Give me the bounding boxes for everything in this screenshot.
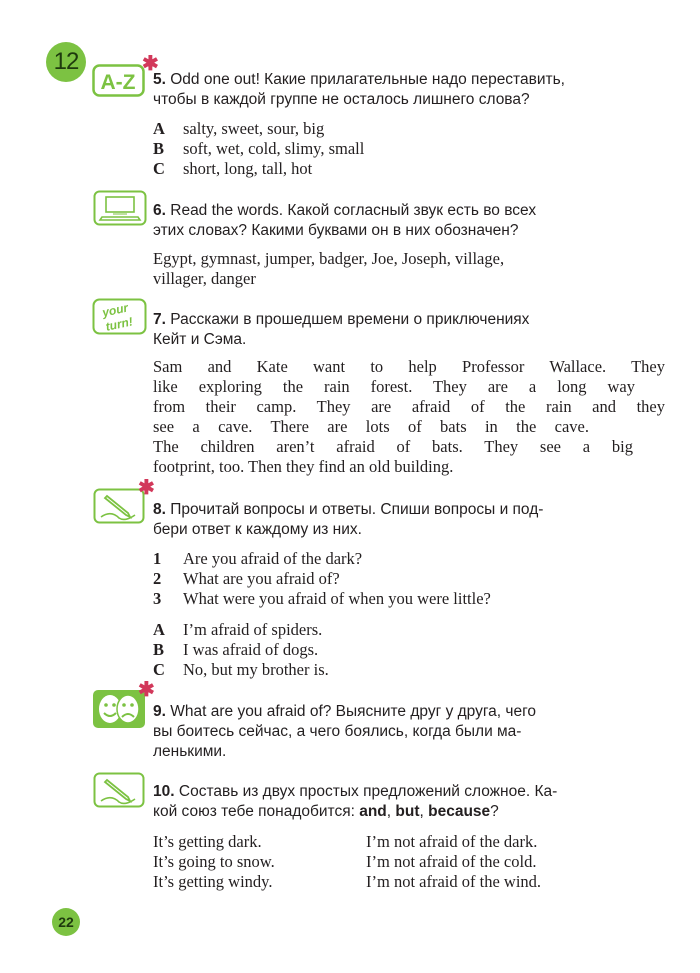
task-5-instruction (153, 70, 668, 110)
task-number: 6. (153, 202, 166, 219)
unit-number-badge: 12 (46, 42, 86, 82)
svg-text:A-Z: A-Z (100, 71, 136, 94)
item-text: What are you afraid of? (183, 569, 340, 588)
item-label: 3 (153, 589, 162, 608)
task-number: 9. (153, 703, 166, 720)
conjunction-but: but (395, 803, 420, 820)
task-6-words (153, 249, 673, 289)
task-number: 7. (153, 311, 166, 328)
right-sentence: I’m not afraid of the wind. (366, 872, 542, 891)
task-10-sentences (153, 832, 673, 892)
item-label: B (153, 139, 165, 158)
story-line: The children aren’t afraid of bats. They see a big (153, 437, 633, 456)
right-sentence: I’m not afraid of the dark. (366, 832, 538, 851)
item-text: salty, sweet, sour, big (183, 119, 325, 138)
item-label: A (153, 620, 165, 639)
instruction-line: Прочитай вопросы и ответы. Спиши вопросы и под- (170, 501, 544, 518)
instruction-line: Составь из двух простых предложений сложное. Ка- (178, 783, 558, 800)
item-label: A (153, 119, 165, 138)
item-text: I was afraid of dogs. (183, 640, 319, 659)
task-number: 8. (153, 501, 166, 518)
page-number: 22 (52, 908, 80, 936)
left-sentence: It’s getting dark. (153, 832, 262, 851)
task-10-instruction (153, 782, 668, 822)
item-label: B (153, 640, 165, 659)
instruction-line: ленькими. (153, 743, 227, 760)
instruction-line: чтобы в каждой группе не осталось лишнего слова? (153, 91, 530, 108)
story-line: Sam and Kate want to help Professor Wallace. They (153, 357, 665, 376)
list-item (153, 620, 673, 640)
instruction-line: Odd one out! Какие прилагательные надо переставить, (170, 71, 565, 88)
task-8-instruction (153, 500, 668, 540)
sentence-pair (153, 872, 673, 892)
question-mark: ? (490, 803, 499, 820)
item-text: soft, wet, cold, slimy, small (183, 139, 365, 158)
item-text: Are you afraid of the dark? (183, 549, 363, 568)
list-item (153, 660, 673, 680)
right-sentence: I’m not afraid of the cold. (366, 852, 537, 871)
left-sentence: It’s going to snow. (153, 852, 275, 871)
list-item (153, 549, 673, 569)
item-text: What were you afraid of when you were little? (183, 589, 491, 608)
story-line: from their camp. They are afraid of the rain and they (153, 397, 665, 416)
item-label: 1 (153, 549, 162, 568)
sentence-pair (153, 852, 673, 872)
story-line: like exploring the rain forest. They are a long way (153, 377, 635, 396)
task-8-answers (153, 620, 673, 680)
list-item (153, 159, 673, 179)
svg-text:turn!: turn! (104, 314, 134, 334)
story-line: footprint, too. Then they find an old building. (153, 457, 454, 476)
list-item (153, 119, 673, 139)
task-number: 10. (153, 783, 175, 800)
star-icon: ✱ (138, 477, 155, 499)
item-label: 2 (153, 569, 162, 588)
vocabulary-az-icon (92, 64, 148, 103)
instruction-line: этих словах? Какими буквами он в них обозначен? (153, 222, 519, 239)
conjunction-and: and (359, 803, 387, 820)
story-line: see a cave. There are lots of bats in the cave. (153, 417, 589, 436)
instruction-line: вы боитесь сейчас, а чего боялись, когда были ма- (153, 723, 522, 740)
instruction-line: Кейт и Сэма. (153, 331, 247, 348)
laptop-icon (93, 190, 147, 231)
star-icon: ✱ (138, 679, 155, 701)
sentence-pair (153, 832, 673, 852)
separator: , (419, 803, 429, 820)
list-item (153, 569, 673, 589)
task-8-questions (153, 549, 673, 609)
instruction-line: бери ответ к каждому из них. (153, 521, 362, 538)
task-9-instruction (153, 702, 668, 762)
words-line: villager, danger (153, 269, 256, 288)
list-item (153, 139, 673, 159)
item-text: No, but my brother is. (183, 660, 329, 679)
list-item (153, 640, 673, 660)
task-number: 5. (153, 71, 166, 88)
task-7-story (153, 357, 665, 477)
instruction-line: Read the words. Какой согласный звук есть во всех (170, 202, 537, 219)
task-7-instruction (153, 310, 668, 350)
star-icon: ✱ (142, 53, 159, 75)
left-sentence: It’s getting windy. (153, 872, 273, 891)
item-label: C (153, 660, 165, 679)
words-line: Egypt, gymnast, jumper, badger, Joe, Joseph, village, (153, 249, 505, 268)
task-5-groups (153, 119, 673, 179)
instruction-line: кой союз тебе понадобится: (153, 803, 360, 820)
separator: , (386, 803, 396, 820)
instruction-line: What are you afraid of? Выясните друг у друга, чего (170, 703, 537, 720)
your-turn-icon (92, 298, 148, 341)
list-item (153, 589, 673, 609)
item-text: I’m afraid of spiders. (183, 620, 323, 639)
item-text: short, long, tall, hot (183, 159, 313, 178)
task-6-instruction (153, 201, 668, 241)
item-label: C (153, 159, 165, 178)
conjunction-because: because (428, 803, 491, 820)
svg-text:your: your (100, 300, 130, 320)
instruction-line: Расскажи в прошедшем времени о приключениях (170, 311, 530, 328)
pen-writing-icon (93, 772, 145, 813)
